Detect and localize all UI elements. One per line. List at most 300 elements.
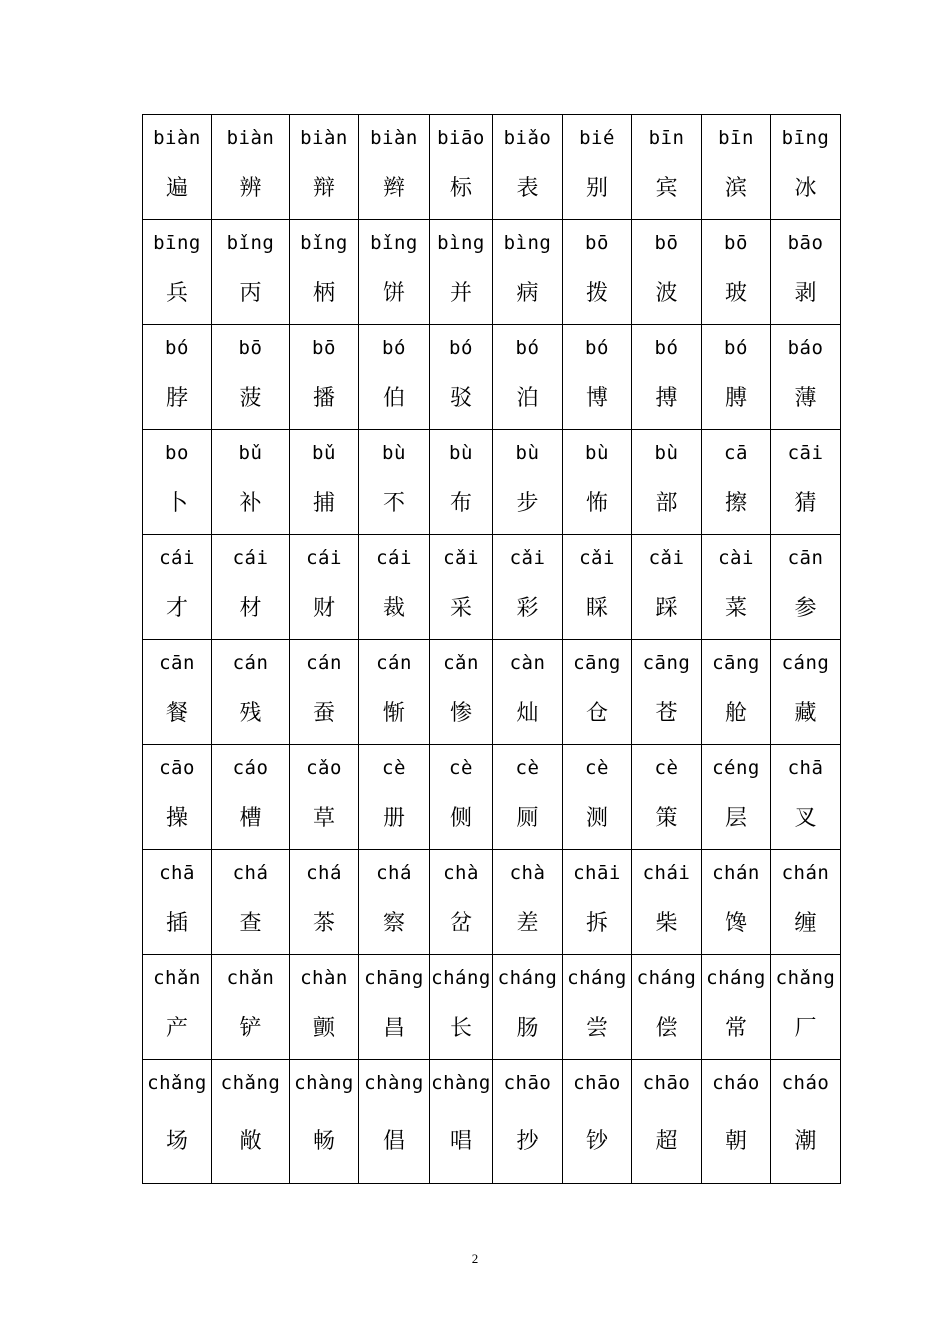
character-cell — [702, 955, 771, 1060]
pinyin-text: bó — [382, 337, 406, 359]
hanzi-character: 岔 — [449, 911, 472, 936]
hanzi-character: 擦 — [724, 491, 747, 516]
pinyin-character-table — [142, 114, 841, 1184]
hanzi-character: 别 — [585, 176, 608, 201]
character-cell — [359, 745, 430, 850]
pinyin-text: chāi — [573, 862, 621, 884]
hanzi-character: 查 — [239, 911, 262, 936]
pinyin-text: bù — [654, 442, 679, 464]
character-cell — [290, 640, 359, 745]
character-cell — [290, 955, 359, 1060]
character-cell — [212, 745, 290, 850]
pinyin-text: chá — [306, 862, 342, 884]
hanzi-character: 病 — [516, 281, 539, 306]
character-cell — [359, 640, 430, 745]
hanzi-character: 蚕 — [312, 701, 335, 726]
character-cell — [212, 1060, 290, 1184]
hanzi-character: 补 — [239, 491, 262, 516]
pinyin-text: chāo — [642, 1072, 691, 1094]
pinyin-text: chǎng — [220, 1072, 281, 1094]
pinyin-text: bāo — [787, 232, 824, 254]
table-row — [143, 955, 841, 1060]
pinyin-text: cè — [382, 757, 406, 779]
hanzi-character: 颤 — [312, 1016, 335, 1041]
pinyin-text: bù — [585, 442, 609, 464]
pinyin-text: bīn — [648, 127, 685, 149]
hanzi-character: 柄 — [312, 281, 335, 306]
pinyin-text: chà — [443, 862, 479, 884]
hanzi-character: 唱 — [449, 1129, 472, 1154]
hanzi-character: 并 — [449, 281, 472, 306]
table-row — [143, 640, 841, 745]
pinyin-text: chāng — [364, 967, 424, 989]
hanzi-character: 丙 — [239, 281, 262, 306]
hanzi-character: 搏 — [655, 386, 678, 411]
hanzi-character: 场 — [165, 1129, 188, 1154]
hanzi-character: 泊 — [516, 386, 539, 411]
pinyin-text: cāng — [573, 652, 621, 674]
pinyin-text: chā — [787, 757, 824, 779]
character-cell — [290, 220, 359, 325]
hanzi-character: 玻 — [724, 281, 747, 306]
character-cell — [430, 430, 493, 535]
table-row — [143, 1060, 841, 1184]
hanzi-character: 波 — [655, 281, 678, 306]
character-cell — [632, 745, 702, 850]
pinyin-text: cháng — [636, 967, 697, 989]
pinyin-text: biàn — [153, 127, 201, 149]
character-cell — [212, 220, 290, 325]
pinyin-text: cāng — [712, 652, 760, 674]
hanzi-character: 宾 — [655, 176, 678, 201]
pinyin-text: cāng — [642, 652, 691, 674]
hanzi-character: 剥 — [794, 281, 817, 306]
hanzi-character: 厂 — [794, 1016, 817, 1041]
hanzi-character: 采 — [449, 596, 472, 621]
character-cell — [632, 640, 702, 745]
character-cell — [702, 1060, 771, 1184]
pinyin-text: biāo — [437, 127, 485, 149]
pinyin-text: bó — [449, 337, 473, 359]
character-cell — [212, 955, 290, 1060]
hanzi-character: 偿 — [655, 1016, 678, 1041]
hanzi-character: 睬 — [585, 596, 608, 621]
hanzi-character: 材 — [239, 596, 262, 621]
hanzi-character: 参 — [794, 596, 817, 621]
hanzi-character: 裁 — [382, 596, 405, 621]
hanzi-character: 菠 — [239, 386, 262, 411]
pinyin-text: cháo — [712, 1072, 760, 1094]
hanzi-character: 拆 — [585, 911, 608, 936]
pinyin-text: chǎn — [226, 967, 275, 989]
character-cell — [493, 955, 563, 1060]
character-cell — [359, 430, 430, 535]
hanzi-character: 钞 — [585, 1129, 608, 1154]
character-cell — [493, 1060, 563, 1184]
character-cell — [143, 640, 212, 745]
pinyin-text: chǎng — [147, 1072, 207, 1094]
pinyin-text: cǎi — [443, 547, 479, 569]
pinyin-text: cè — [515, 757, 540, 779]
character-cell — [143, 220, 212, 325]
hanzi-character: 滨 — [724, 176, 747, 201]
pinyin-text: biǎo — [503, 127, 552, 149]
pinyin-text: chán — [781, 862, 830, 884]
hanzi-character: 拨 — [585, 281, 608, 306]
pinyin-text: cǎi — [579, 547, 615, 569]
pinyin-text: cè — [654, 757, 679, 779]
hanzi-character: 卜 — [165, 491, 188, 516]
character-cell — [430, 955, 493, 1060]
character-cell — [212, 115, 290, 220]
character-cell — [632, 535, 702, 640]
pinyin-text: bù — [382, 442, 406, 464]
character-cell — [563, 535, 632, 640]
character-cell — [212, 430, 290, 535]
pinyin-text: chǎn — [153, 967, 201, 989]
character-cell — [702, 430, 771, 535]
pinyin-text: cān — [159, 652, 195, 674]
character-cell — [632, 325, 702, 430]
hanzi-character: 辩 — [312, 176, 335, 201]
pinyin-text: bō — [238, 337, 263, 359]
character-cell — [430, 325, 493, 430]
pinyin-text: chá — [376, 862, 412, 884]
pinyin-text: cài — [718, 547, 754, 569]
pinyin-text: bǔ — [238, 442, 263, 464]
character-cell — [563, 745, 632, 850]
page-number: 2 — [471, 1251, 479, 1266]
pinyin-text: bù — [515, 442, 540, 464]
character-cell — [771, 535, 841, 640]
pinyin-text: bó — [654, 337, 679, 359]
pinyin-text: cháng — [567, 967, 627, 989]
hanzi-character: 表 — [516, 176, 539, 201]
character-cell — [359, 115, 430, 220]
character-cell — [143, 535, 212, 640]
pinyin-text: cǎi — [648, 547, 685, 569]
hanzi-character: 不 — [382, 491, 405, 516]
pinyin-text: cái — [306, 547, 342, 569]
pinyin-text: cǎo — [306, 757, 342, 779]
character-cell — [702, 640, 771, 745]
hanzi-character: 昌 — [382, 1016, 405, 1041]
pinyin-text: chái — [642, 862, 691, 884]
pinyin-text: chá — [232, 862, 269, 884]
hanzi-character: 察 — [382, 911, 405, 936]
hanzi-character: 标 — [449, 176, 472, 201]
hanzi-character: 捕 — [312, 491, 335, 516]
pinyin-text: bō — [312, 337, 336, 359]
pinyin-text: cáo — [232, 757, 269, 779]
character-cell — [212, 325, 290, 430]
character-cell — [212, 640, 290, 745]
hanzi-character: 侧 — [449, 806, 472, 831]
hanzi-character: 饼 — [382, 281, 405, 306]
character-cell — [632, 850, 702, 955]
pinyin-text: chà — [509, 862, 546, 884]
character-cell — [563, 955, 632, 1060]
character-cell — [771, 850, 841, 955]
pinyin-text: chā — [159, 862, 195, 884]
character-cell — [493, 325, 563, 430]
character-cell — [632, 115, 702, 220]
character-cell — [493, 535, 563, 640]
pinyin-text: biàn — [300, 127, 348, 149]
character-cell — [143, 325, 212, 430]
pinyin-text: cè — [449, 757, 473, 779]
pinyin-text: chǎng — [775, 967, 836, 989]
character-cell — [771, 325, 841, 430]
hanzi-character: 惨 — [449, 701, 472, 726]
character-cell — [632, 955, 702, 1060]
pinyin-text: chāo — [503, 1072, 552, 1094]
character-cell — [290, 430, 359, 535]
pinyin-text: bìng — [503, 232, 552, 254]
character-cell — [290, 850, 359, 955]
hanzi-character: 播 — [312, 386, 335, 411]
character-cell — [290, 325, 359, 430]
pinyin-text: càn — [509, 652, 546, 674]
pinyin-text: cān — [787, 547, 824, 569]
pinyin-text: cán — [376, 652, 412, 674]
character-cell — [212, 850, 290, 955]
table-row — [143, 115, 841, 220]
hanzi-character: 灿 — [516, 701, 539, 726]
hanzi-character: 倡 — [382, 1129, 405, 1154]
character-cell — [493, 745, 563, 850]
character-cell — [493, 640, 563, 745]
hanzi-character: 仓 — [585, 701, 608, 726]
pinyin-text: cái — [159, 547, 195, 569]
pinyin-text: cáng — [781, 652, 830, 674]
hanzi-character: 菜 — [724, 596, 747, 621]
character-cell — [702, 850, 771, 955]
hanzi-character: 产 — [165, 1016, 188, 1041]
pinyin-text: cháo — [781, 1072, 830, 1094]
character-cell — [430, 535, 493, 640]
character-cell — [143, 1060, 212, 1184]
character-cell — [430, 115, 493, 220]
hanzi-character: 彩 — [516, 596, 539, 621]
pinyin-text: bīng — [153, 232, 201, 254]
pinyin-text: chàng — [364, 1072, 424, 1094]
character-cell — [430, 850, 493, 955]
hanzi-character: 膊 — [724, 386, 747, 411]
character-cell — [493, 115, 563, 220]
character-cell — [563, 1060, 632, 1184]
character-cell — [493, 850, 563, 955]
hanzi-character: 测 — [585, 806, 608, 831]
pinyin-text: chàn — [300, 967, 348, 989]
character-cell — [290, 1060, 359, 1184]
character-cell — [771, 745, 841, 850]
character-cell — [359, 850, 430, 955]
hanzi-character: 铲 — [239, 1016, 262, 1041]
character-cell — [702, 220, 771, 325]
hanzi-character: 槽 — [239, 806, 262, 831]
character-cell — [430, 640, 493, 745]
hanzi-character: 驳 — [449, 386, 472, 411]
pinyin-text: cè — [585, 757, 609, 779]
character-cell — [563, 640, 632, 745]
pinyin-text: báo — [787, 337, 824, 359]
hanzi-character: 册 — [382, 806, 405, 831]
hanzi-character: 操 — [165, 806, 188, 831]
pinyin-text: bǐng — [300, 232, 348, 254]
pinyin-text: cháng — [497, 967, 558, 989]
hanzi-character: 伯 — [382, 386, 405, 411]
pinyin-text: chàng — [431, 1072, 491, 1094]
pinyin-text: céng — [712, 757, 760, 779]
hanzi-character: 畅 — [312, 1129, 335, 1154]
pinyin-text: bō — [585, 232, 609, 254]
character-cell — [632, 1060, 702, 1184]
hanzi-character: 遍 — [165, 176, 188, 201]
table-row — [143, 850, 841, 955]
pinyin-text: cháng — [706, 967, 766, 989]
character-cell — [430, 1060, 493, 1184]
character-cell — [143, 850, 212, 955]
character-cell — [290, 115, 359, 220]
character-cell — [771, 430, 841, 535]
character-cell — [359, 955, 430, 1060]
character-cell — [430, 220, 493, 325]
hanzi-character: 辨 — [239, 176, 262, 201]
character-cell — [430, 745, 493, 850]
hanzi-character: 叉 — [794, 806, 817, 831]
pinyin-text: bīn — [718, 127, 754, 149]
table-row — [143, 220, 841, 325]
pinyin-text: bǐng — [226, 232, 275, 254]
pinyin-text: bó — [724, 337, 748, 359]
pinyin-text: bó — [585, 337, 609, 359]
pinyin-text: bīng — [781, 127, 830, 149]
character-cell — [563, 220, 632, 325]
pinyin-text: bō — [654, 232, 679, 254]
hanzi-character: 餐 — [165, 701, 188, 726]
pinyin-text: cán — [306, 652, 342, 674]
character-cell — [563, 115, 632, 220]
character-cell — [143, 955, 212, 1060]
hanzi-character: 苍 — [655, 701, 678, 726]
character-cell — [359, 325, 430, 430]
character-cell — [771, 1060, 841, 1184]
table-row — [143, 535, 841, 640]
hanzi-character: 步 — [516, 491, 539, 516]
pinyin-text: cǎi — [509, 547, 546, 569]
hanzi-character: 冰 — [794, 176, 817, 201]
hanzi-character: 差 — [516, 911, 539, 936]
pinyin-text: biàn — [226, 127, 275, 149]
character-cell — [563, 850, 632, 955]
pinyin-text: chāo — [573, 1072, 621, 1094]
pinyin-text: bù — [449, 442, 473, 464]
character-cell — [563, 325, 632, 430]
pinyin-text: bǐng — [370, 232, 418, 254]
hanzi-character: 层 — [724, 806, 747, 831]
pinyin-text: cái — [376, 547, 412, 569]
pinyin-text: bo — [165, 442, 189, 464]
character-cell — [359, 535, 430, 640]
hanzi-character: 猜 — [794, 491, 817, 516]
character-cell — [563, 430, 632, 535]
character-cell — [702, 115, 771, 220]
pinyin-text: bō — [724, 232, 748, 254]
character-cell — [212, 535, 290, 640]
hanzi-character: 踩 — [655, 596, 678, 621]
pinyin-text: cāi — [787, 442, 824, 464]
character-cell — [771, 955, 841, 1060]
table-row — [143, 745, 841, 850]
character-cell — [143, 430, 212, 535]
character-cell — [359, 220, 430, 325]
character-cell — [632, 430, 702, 535]
hanzi-character: 厕 — [516, 806, 539, 831]
character-cell — [702, 325, 771, 430]
hanzi-character: 长 — [449, 1016, 472, 1041]
pinyin-text: biàn — [370, 127, 418, 149]
character-cell — [771, 640, 841, 745]
hanzi-character: 惭 — [382, 701, 405, 726]
table-row — [143, 325, 841, 430]
character-cell — [702, 745, 771, 850]
hanzi-character: 藏 — [794, 701, 817, 726]
character-cell — [702, 535, 771, 640]
hanzi-character: 策 — [655, 806, 678, 831]
hanzi-character: 尝 — [585, 1016, 608, 1041]
pinyin-text: chán — [712, 862, 760, 884]
character-cell — [143, 745, 212, 850]
pinyin-text: cǎn — [443, 652, 479, 674]
hanzi-character: 柴 — [655, 911, 678, 936]
character-cell — [632, 220, 702, 325]
hanzi-character: 布 — [449, 491, 472, 516]
character-cell — [290, 535, 359, 640]
hanzi-character: 常 — [724, 1016, 747, 1041]
hanzi-character: 超 — [655, 1129, 678, 1154]
pinyin-text: bìng — [437, 232, 485, 254]
hanzi-character: 博 — [585, 386, 608, 411]
hanzi-character: 馋 — [724, 911, 747, 936]
character-cell — [771, 115, 841, 220]
pinyin-text: cán — [232, 652, 269, 674]
hanzi-character: 肠 — [516, 1016, 539, 1041]
character-cell — [359, 1060, 430, 1184]
pinyin-text: bǔ — [312, 442, 336, 464]
hanzi-character: 草 — [312, 806, 335, 831]
pinyin-text: bó — [515, 337, 540, 359]
hanzi-character: 兵 — [165, 281, 188, 306]
pinyin-text: cāo — [159, 757, 195, 779]
hanzi-character: 茶 — [312, 911, 335, 936]
hanzi-character: 部 — [655, 491, 678, 516]
hanzi-character: 辫 — [382, 176, 405, 201]
pinyin-text: chàng — [294, 1072, 354, 1094]
character-cell — [143, 115, 212, 220]
hanzi-character: 朝 — [724, 1129, 747, 1154]
pinyin-text: cā — [724, 442, 748, 464]
hanzi-character: 缠 — [794, 911, 817, 936]
character-cell — [493, 220, 563, 325]
character-cell — [493, 430, 563, 535]
hanzi-character: 才 — [165, 596, 188, 621]
hanzi-character: 敞 — [239, 1129, 262, 1154]
hanzi-character: 潮 — [794, 1129, 817, 1154]
hanzi-character: 插 — [165, 911, 188, 936]
pinyin-text: bó — [165, 337, 189, 359]
hanzi-character: 财 — [312, 596, 335, 621]
